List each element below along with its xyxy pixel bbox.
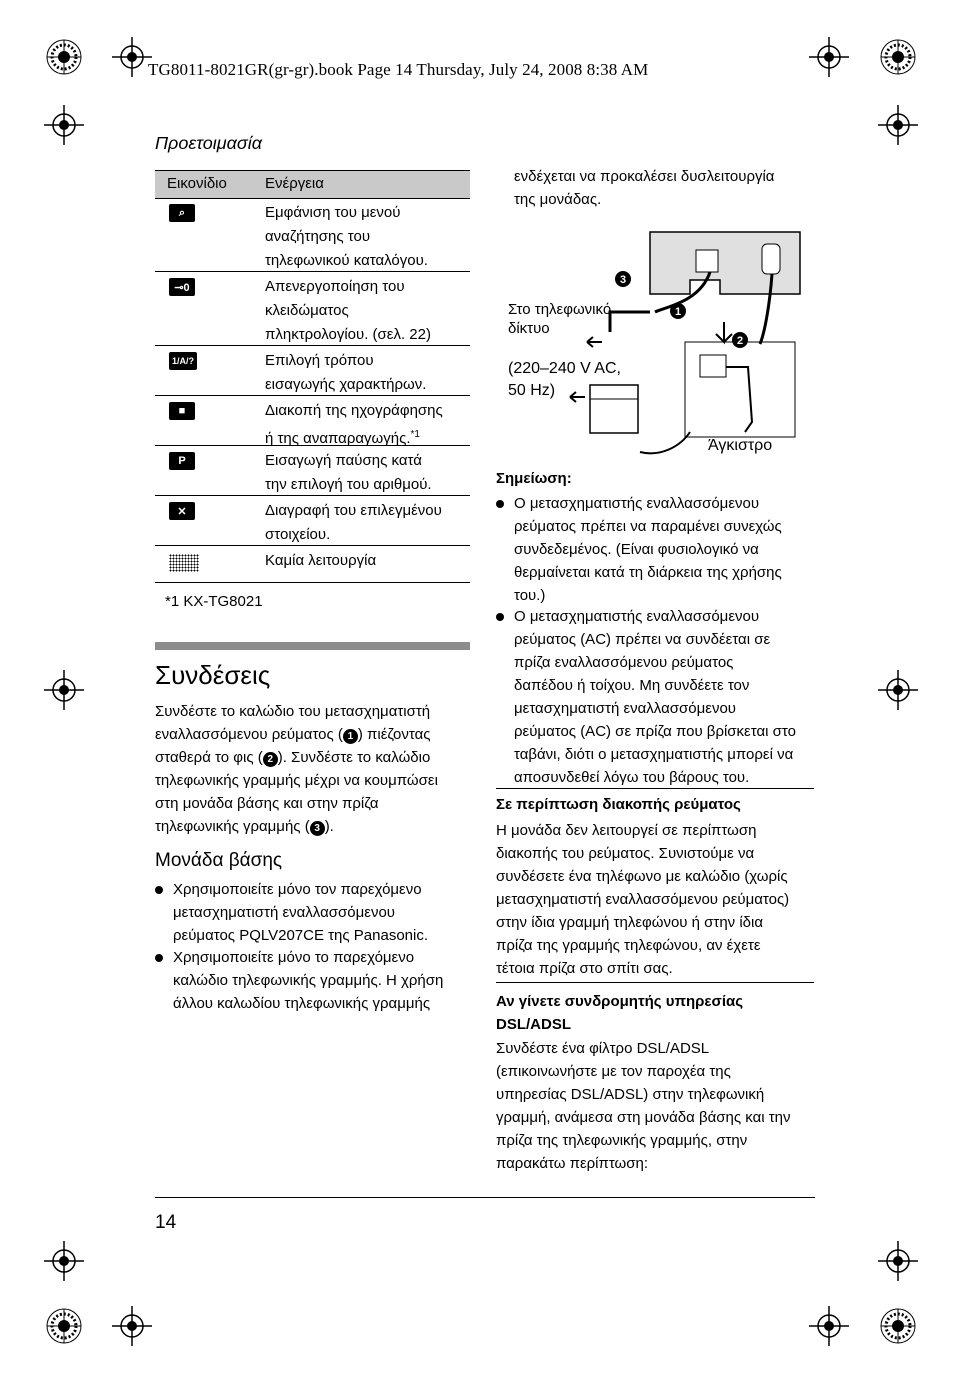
bullet-line: μετασχηματιστή εναλλασσόμενου bbox=[514, 700, 736, 717]
power-fail-title: Σε περίπτωση διακοπής ρεύματος bbox=[496, 796, 741, 813]
line-jack bbox=[696, 250, 718, 272]
svg-text:3: 3 bbox=[619, 274, 627, 286]
dsl-title bbox=[496, 990, 743, 1036]
push-arrow bbox=[716, 322, 732, 342]
para-line: Η μονάδα δεν λειτουργεί σε περίπτωση bbox=[496, 822, 757, 839]
row-text-line: Επιλογή τρόπου bbox=[265, 352, 374, 369]
bullet-line: ταβάνι, διότι ο μετασχηματιστής μπορεί να bbox=[514, 746, 794, 763]
para-line: ) πιέζοντας bbox=[357, 726, 431, 743]
table-row bbox=[155, 272, 470, 346]
dsl-text bbox=[496, 1037, 816, 1175]
hook-label: Άγκιστρο bbox=[708, 437, 773, 454]
crossmark-r2 bbox=[878, 1241, 918, 1281]
bullet-line: μετασχηματιστή εναλλασσόμενου bbox=[173, 904, 395, 921]
plug bbox=[700, 355, 726, 377]
para-line: μετασχηματιστή εναλλασσόμενου ρεύματος) bbox=[496, 891, 790, 908]
footnote: *1 KX-TG8021 bbox=[165, 593, 263, 610]
crossmark-r1 bbox=[878, 105, 918, 145]
para-line: συνδέσετε ένα τηλέφωνο με καλώδιο (χωρίς bbox=[496, 868, 788, 885]
footnote-ref: *1 bbox=[410, 429, 420, 440]
para-line: της μονάδας. bbox=[514, 191, 602, 208]
power-label-line: 50 Hz) bbox=[508, 382, 556, 399]
para-line: σταθερά το φις ( bbox=[155, 749, 263, 766]
para-line: στην ίδια γραμμή τηλεφώνου ή στην ίδια bbox=[496, 914, 764, 931]
table-row bbox=[155, 346, 470, 396]
table-row bbox=[155, 496, 470, 546]
book-header-line: TG8011-8021GR(gr-gr).book Page 14 Thursday, July 24, 2008 8:38 AM bbox=[148, 60, 649, 79]
section-divider bbox=[155, 642, 470, 650]
row-text-line: εισαγωγής χαρακτήρων. bbox=[265, 376, 427, 393]
para-line: ). bbox=[324, 818, 334, 835]
row-text-line: Εμφάνιση του μενού bbox=[265, 204, 401, 221]
table-row bbox=[155, 546, 470, 583]
connections-paragraph bbox=[155, 700, 475, 838]
row-text-line: πληκτρολογίου. (σελ. 22) bbox=[265, 326, 431, 343]
bullet-dot bbox=[155, 886, 163, 894]
callout-3-icon: 3 bbox=[310, 821, 325, 836]
svg-text:1: 1 bbox=[674, 306, 682, 318]
bullet-line: Ο μετασχηματιστής εναλλασσόμενου bbox=[514, 495, 760, 512]
pause-p-icon: P bbox=[169, 452, 195, 470]
bullet-dot bbox=[155, 954, 163, 962]
para-line: παρακάτω περίπτωση: bbox=[496, 1155, 649, 1172]
rosette-mark-tr bbox=[881, 40, 915, 74]
page-number: 14 bbox=[155, 1212, 177, 1233]
para-line: πρίζα της γραμμής τηλεφώνου, αν έχετε bbox=[496, 937, 761, 954]
power-label-line: (220–240 V AC, bbox=[508, 360, 621, 377]
bullet-line: Χρησιμοποιείτε μόνο το παρεχόμενο bbox=[173, 949, 415, 966]
blank-dotted-icon bbox=[169, 554, 199, 572]
crossmark-l2 bbox=[44, 1241, 84, 1281]
bullet-line: συνδεδεμένος. (Είναι φυσιολογικό να bbox=[514, 541, 759, 558]
bullet-line: πρίζα εναλλασσόμενου ρεύματος bbox=[514, 654, 734, 671]
table-row bbox=[155, 446, 470, 496]
divider bbox=[496, 982, 814, 983]
rosette-mark-br bbox=[881, 1309, 915, 1343]
bullet-dot bbox=[496, 500, 504, 508]
power-jack bbox=[762, 244, 780, 274]
row-text-line: ή της αναπαραγωγής. bbox=[265, 430, 411, 447]
table-row bbox=[155, 198, 470, 272]
row-text-line: Διαγραφή του επιλεγμένου bbox=[265, 502, 442, 519]
page-footer-rule bbox=[155, 1197, 815, 1198]
bullet-dot bbox=[496, 613, 504, 621]
bullet-line: του.) bbox=[514, 587, 546, 604]
para-line: τέτοια πρίζα στο σπίτι σας. bbox=[496, 960, 673, 977]
section-title: Προετοιμασία bbox=[155, 133, 263, 153]
connections-title: Συνδέσεις bbox=[155, 660, 271, 690]
table-header-icon: Εικονίδιο bbox=[167, 175, 227, 192]
network-label-line: δίκτυο bbox=[508, 320, 550, 337]
svg-text:2: 2 bbox=[736, 335, 744, 347]
crossmark-lm bbox=[44, 670, 84, 710]
row-text-line: αναζήτησης του bbox=[265, 228, 371, 245]
table-header-action: Ενέργεια bbox=[265, 175, 324, 192]
para-line: τηλεφωνικής γραμμής μέχρι να κουμπώσει bbox=[155, 772, 438, 789]
continuation-text bbox=[514, 165, 814, 211]
delete-x-icon: ✕ bbox=[169, 502, 195, 520]
crossmark-l1 bbox=[44, 105, 84, 145]
row-text-line: στοιχείου. bbox=[265, 526, 331, 543]
input-mode-icon: 1/A/? bbox=[169, 352, 197, 370]
crossmark-tr bbox=[809, 37, 849, 77]
para-line: στη μονάδα βάσης και στην πρίζα bbox=[155, 795, 379, 812]
bullet-line: αποσυνδεθεί λόγω του βάρους του. bbox=[514, 769, 750, 786]
row-text-line: την επιλογή του αριθμού. bbox=[265, 476, 432, 493]
rosette-mark-bl bbox=[47, 1309, 81, 1343]
bullet-line: Χρησιμοποιείτε μόνο τον παρεχόμενο bbox=[173, 881, 422, 898]
crossmark-rm bbox=[878, 670, 918, 710]
crossmark-bl bbox=[112, 1306, 152, 1346]
bullet-line: θερμαίνεται κατά τη διάρκεια της χρήσης bbox=[514, 564, 782, 581]
network-label bbox=[508, 300, 611, 338]
para-line: Συνδέστε ένα φίλτρο DSL/ADSL bbox=[496, 1040, 710, 1057]
table-row bbox=[155, 396, 470, 446]
row-text-line: κλειδώματος bbox=[265, 302, 349, 319]
bullet-line: ρεύματος πρέπει να παραμένει συνεχώς bbox=[514, 518, 782, 535]
para-line: Συνδέστε το καλώδιο του μετασχηματιστή bbox=[155, 703, 431, 720]
stop-icon: ■ bbox=[169, 402, 195, 420]
para-line: πρίζα της τηλεφωνικής γραμμής, στην bbox=[496, 1132, 748, 1149]
power-fail-text bbox=[496, 819, 816, 980]
power-label bbox=[508, 358, 621, 402]
para-line: εναλλασσόμενου ρεύματος ( bbox=[155, 726, 343, 743]
bullet-line: άλλου καλωδίου τηλεφωνικής γραμμής bbox=[173, 995, 431, 1012]
key-lock-icon: ⊸0 bbox=[169, 278, 195, 296]
bullet-line: Ο μετασχηματιστής εναλλασσόμενου bbox=[514, 608, 760, 625]
para-line: διακοπής του ρεύματος. Συνιστούμε να bbox=[496, 845, 755, 862]
row-text-line: Εισαγωγή παύσης κατά bbox=[265, 452, 422, 469]
base-unit-title: Μονάδα βάσης bbox=[155, 850, 283, 871]
row-text-line: Διακοπή της ηχογράφησης bbox=[265, 402, 443, 419]
crossmark-br bbox=[809, 1306, 849, 1346]
row-text-line: Απενεργοποίηση του bbox=[265, 278, 405, 295]
divider bbox=[496, 788, 814, 789]
rosette-mark-tl bbox=[47, 40, 81, 74]
dsl-title-line: DSL/ADSL bbox=[496, 1016, 571, 1033]
para-line: γραμμή, ανάμεσα στη μονάδα βάσης και την bbox=[496, 1109, 791, 1126]
para-line: υπηρεσίας DSL/ADSL) στην τηλεφωνική bbox=[496, 1086, 765, 1103]
connection-diagram bbox=[490, 222, 805, 467]
crossmark-tl bbox=[112, 37, 152, 77]
dsl-title-line: Αν γίνετε συνδρομητής υπηρεσίας bbox=[496, 993, 744, 1010]
network-label-line: Στο τηλεφωνικό bbox=[508, 301, 612, 318]
bullet-line: ρεύματος (AC) πρέπει να συνδέεται σε bbox=[514, 631, 771, 648]
callout-2-icon: 2 bbox=[263, 752, 278, 767]
note-title: Σημείωση: bbox=[496, 470, 572, 487]
bullet-line: ρεύματος (AC) σε πρίζα που βρίσκεται στο bbox=[514, 723, 796, 740]
table-header bbox=[155, 170, 470, 199]
bullet-line: δαπέδου ή τοίχου. Μη συνδέετε τον bbox=[514, 677, 750, 694]
para-line: (επικοινωνήστε με τον παροχέα της bbox=[496, 1063, 731, 1080]
para-line: τηλεφωνικής γραμμής ( bbox=[155, 818, 310, 835]
para-line: ενδέχεται να προκαλέσει δυσλειτουργία bbox=[514, 168, 775, 185]
callout-1-icon: 1 bbox=[343, 729, 358, 744]
para-line: ). Συνδέστε το καλώδιο bbox=[277, 749, 431, 766]
row-text-line: τηλεφωνικού καταλόγου. bbox=[265, 252, 428, 269]
bullet-line: καλώδιο τηλεφωνικής γραμμής. Η χρήση bbox=[173, 972, 444, 989]
row-text-line: Καμία λειτουργία bbox=[265, 552, 377, 569]
phonebook-search-icon: ⌕ bbox=[169, 204, 195, 222]
bullet-line: ρεύματος PQLV207CE της Panasonic. bbox=[173, 927, 429, 944]
